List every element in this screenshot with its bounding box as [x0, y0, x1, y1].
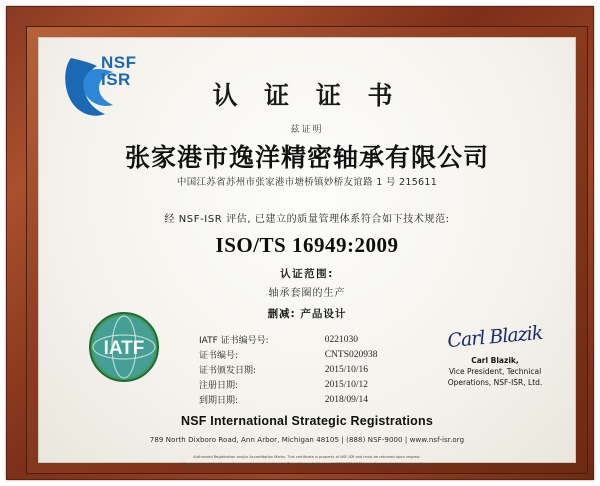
- signatory-title-line1: Vice President, Technical: [448, 366, 542, 376]
- scope-value: 轴承套圈的生产: [268, 288, 346, 299]
- page-title: 认 证 证 书: [212, 81, 402, 110]
- certificate-frame: [6, 6, 594, 480]
- assessment-statement: 经 NSF-ISR 评估, 已建立的质量管理体系符合如下技术规范:: [164, 214, 450, 225]
- standard-name: ISO/TS 16949:2009: [215, 233, 399, 257]
- detail-value: 0221030: [324, 334, 358, 345]
- signatory-title-line2: Operations, NSF-ISR, Ltd.: [447, 377, 543, 387]
- certificate-mat: [38, 37, 576, 466]
- certificate-details-table: [199, 332, 377, 407]
- company-name: 张家港市逸洋精密轴承有限公司: [124, 143, 489, 172]
- table-row: [199, 347, 377, 362]
- detail-value: CNTS020938: [324, 349, 378, 360]
- organization-address: 789 North Dixboro Road, Ann Arbor, Michigan 48105 | (888) NSF-9000 | www.nsf-isr.org: [149, 436, 465, 444]
- detail-key: IATF 证书编号号:: [199, 336, 269, 346]
- company-address: 中国江苏省苏州市张家港市塘桥镇妙桥友谊路 1 号 215611: [176, 177, 438, 188]
- exclusion-note: 删减: 产品设计: [267, 308, 347, 320]
- fine-print: [97, 455, 517, 468]
- nsf-logo-line1: NSF: [101, 53, 137, 72]
- certificate-paper: [39, 38, 575, 466]
- fine-print-line1: Authorized Registration and/or Accreditation Marks. This certificate is property of NSF-ISR and must be returned upon request.: [193, 455, 421, 459]
- table-row: [199, 362, 377, 377]
- svg-text:IATF: IATF: [103, 338, 145, 359]
- detail-key: 到期日期:: [199, 396, 239, 406]
- signatory-name: Carl Blazik,: [471, 356, 519, 365]
- signature-mark: Carl Blazik: [446, 321, 544, 353]
- issuing-organization: NSF International Strategic Registrations: [181, 414, 433, 428]
- scope-label: 认证范围:: [280, 268, 334, 280]
- hereby-certify-label: 兹证明: [290, 125, 324, 135]
- detail-value: 2018/09/14: [324, 394, 368, 405]
- table-row: [199, 332, 377, 347]
- table-row: [199, 392, 377, 407]
- detail-key: 注册日期:: [199, 381, 239, 391]
- detail-value: 2015/10/16: [324, 364, 368, 375]
- table-row: [199, 377, 377, 392]
- nsf-logo-line2: ISR: [101, 70, 131, 90]
- detail-key: 证书颁发日期:: [199, 366, 257, 376]
- fine-print-line2: *Company is audited for conformance at regular intervals. To verify registrations call (888) NSF-9000 or visit our web site at www.nsf-isr.org: [181, 461, 433, 466]
- iatf-seal-icon: [87, 310, 161, 384]
- signature-block: [435, 321, 555, 389]
- detail-key: 证书编号:: [199, 351, 239, 361]
- detail-value: 2015/10/12: [324, 379, 368, 390]
